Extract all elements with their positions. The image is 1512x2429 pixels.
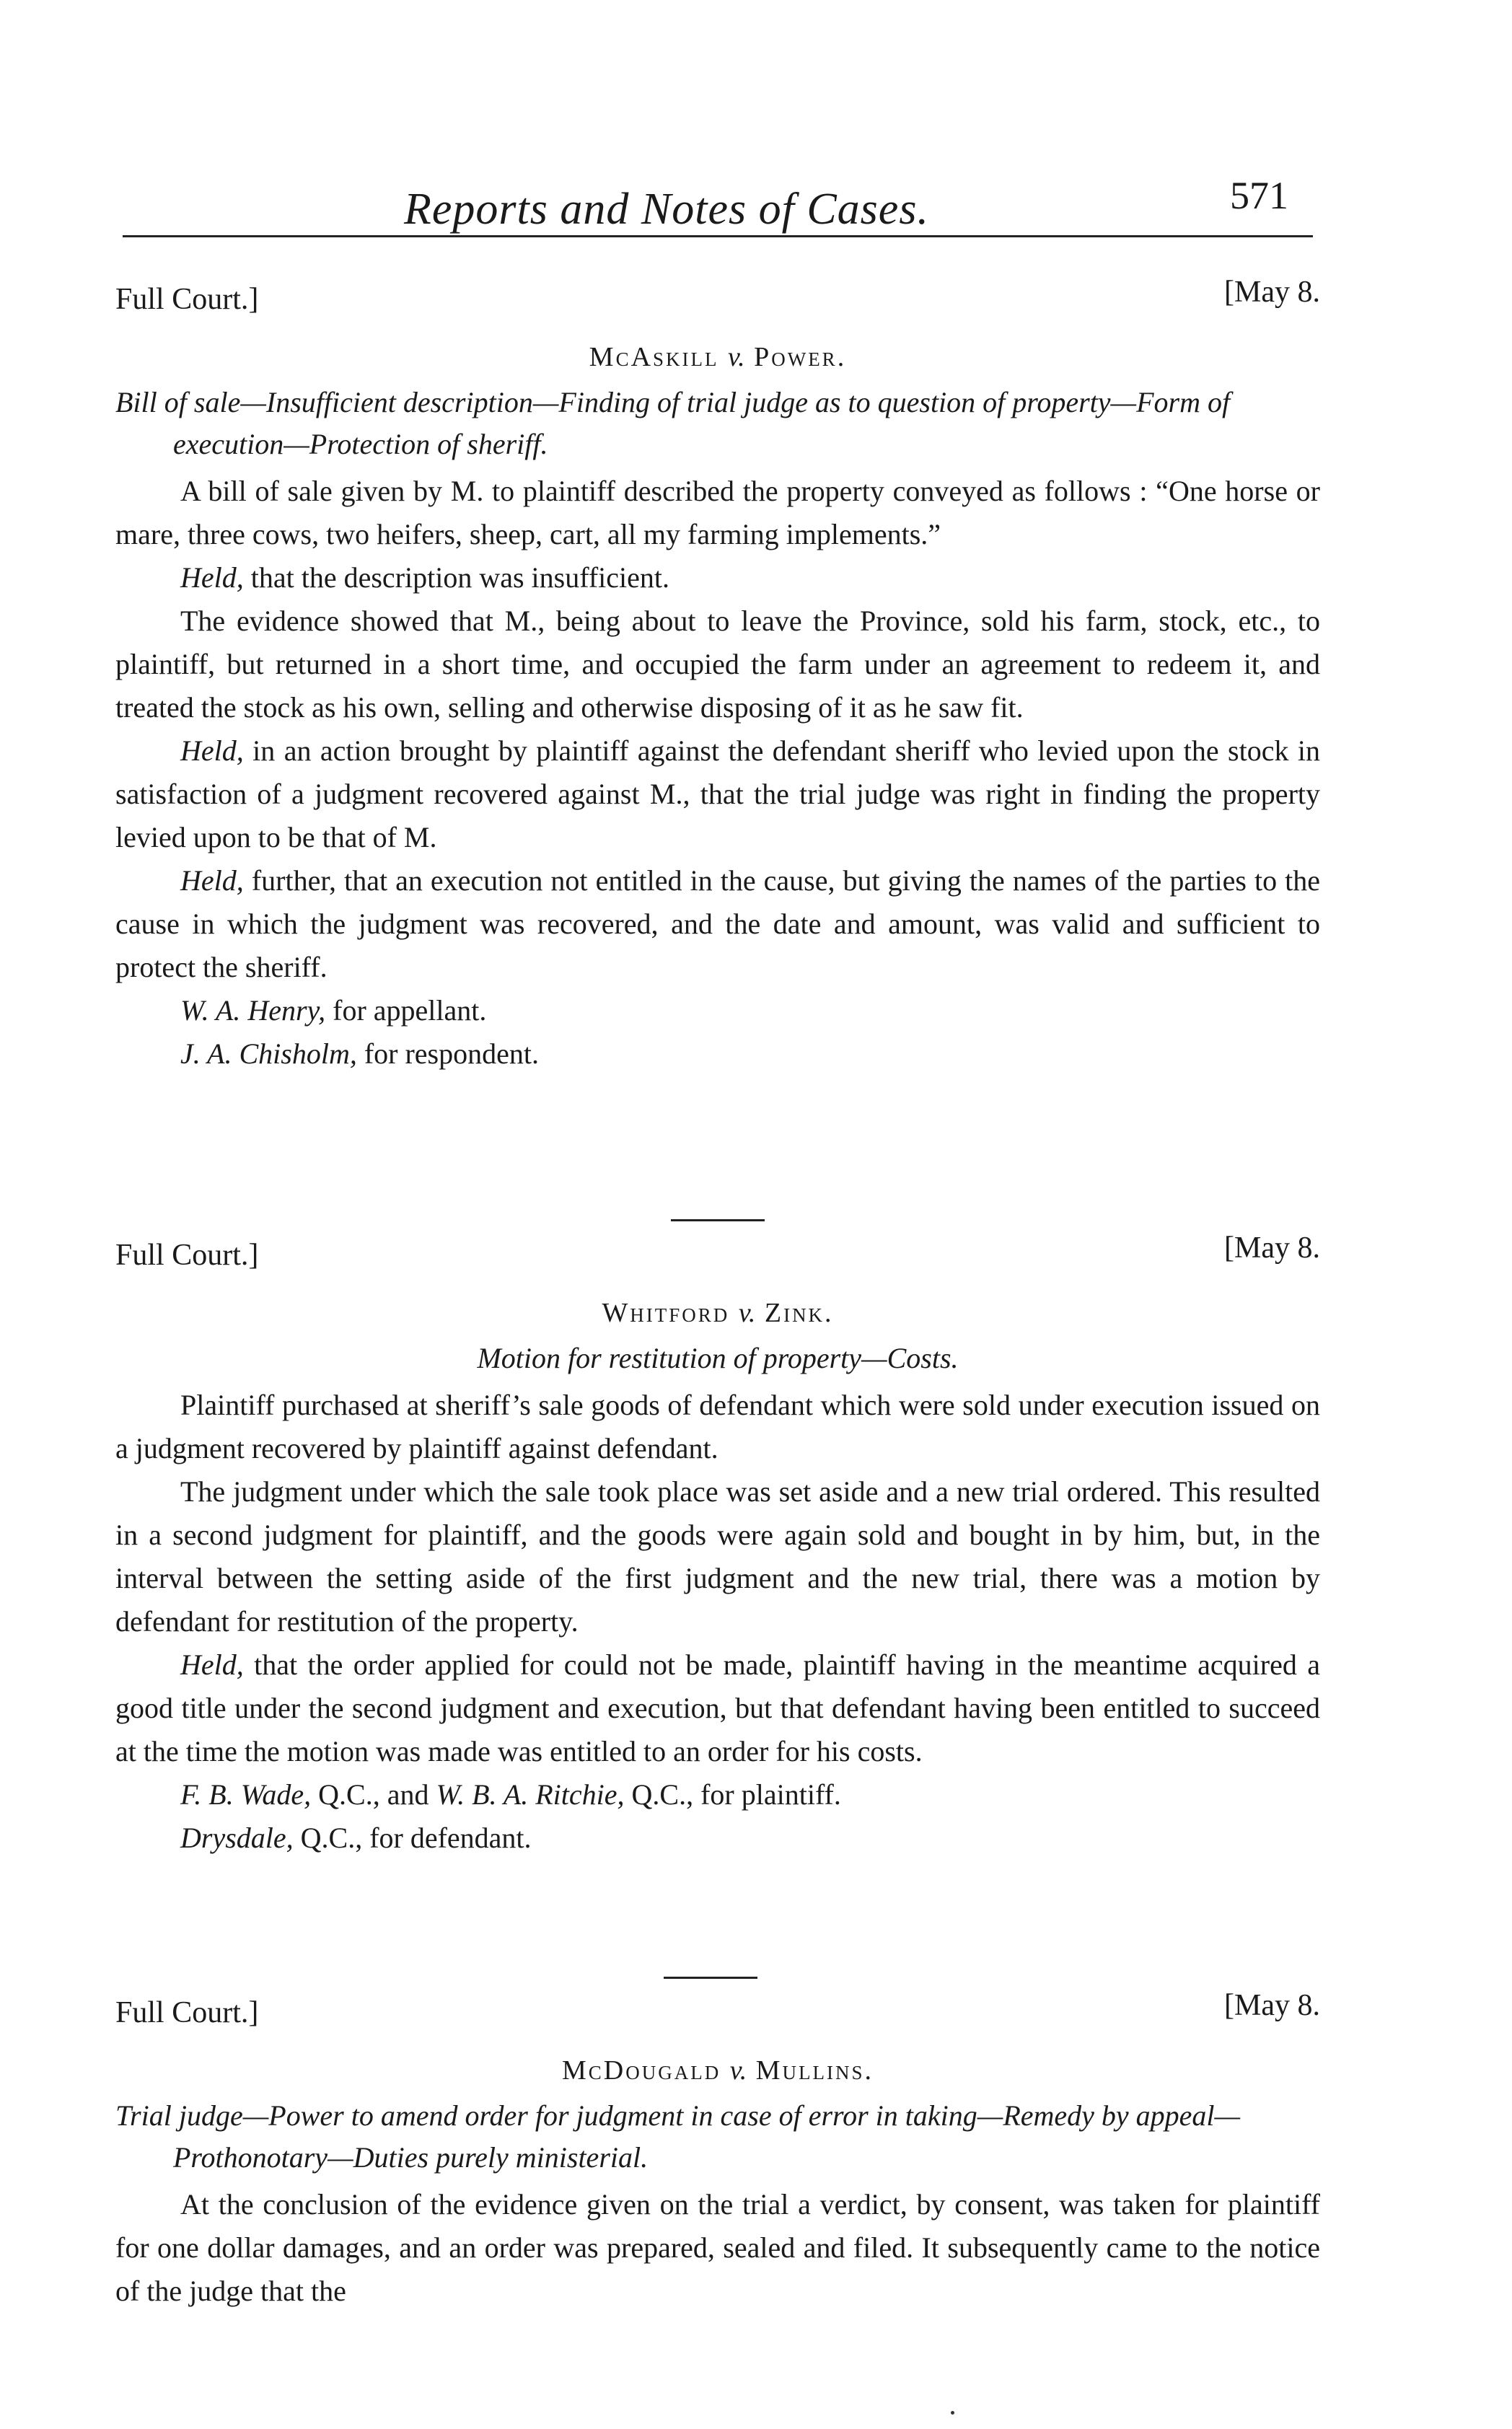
page-number: 571	[1230, 174, 1288, 217]
header-rule	[123, 235, 1313, 237]
held-text: that the description was insufficient.	[250, 561, 669, 594]
scan-speck	[951, 2411, 954, 2415]
case-title	[115, 2049, 1320, 2092]
defendant-name: Zink.	[764, 1298, 834, 1328]
defendant-name: Power.	[754, 342, 847, 372]
case-head	[115, 278, 1320, 335]
held-text: that the order applied for could not be made, plaintiff having in the meantime acquired a good title under the second judgment and execution, but that defendant having been entitled to succeed at the time the motion was made was entitled to an order for his costs.	[115, 1648, 1321, 1767]
counsel-role: Q.C., for plaintiff.	[624, 1778, 841, 1811]
versus: v.	[729, 2055, 747, 2086]
versus: v.	[738, 1298, 756, 1328]
held-word: Held,	[180, 561, 244, 594]
case-title	[115, 1291, 1320, 1335]
running-title: Reports and Notes of Cases.	[404, 185, 929, 234]
paragraph: The judgment under which the sale took place was set aside and a new trial ordered. This resulted in a second judgment for plaintiff, and the goods were again sold and bought in by him, but, in the interval between the setting aside of the first judgment and the new trial, there was a motion by defendant for restitution of the property.	[115, 1475, 1320, 1638]
held-paragraph	[115, 859, 1320, 989]
case-divider	[671, 1219, 765, 1221]
held-text: further, that an execution not entitled in the cause, but giving the names of the parties to the cause in which the judgment was recovered, and the date and amount, was valid and sufficient to protect the sheriff.	[115, 864, 1321, 983]
paragraph: A bill of sale given by M. to plaintiff described the property conveyed as follows : “One horse or mare, three cows, two heifers, sheep, cart, all my farming implements.”	[115, 475, 1320, 550]
held-word: Held,	[180, 864, 244, 897]
held-word: Held,	[180, 1648, 244, 1681]
case-divider	[664, 1977, 757, 1979]
held-paragraph	[115, 556, 1320, 599]
court-label: Full Court.]	[115, 1996, 259, 2029]
plaintiff-name: McDougald	[561, 2055, 721, 2086]
case-date: [May 8.	[1224, 1989, 1320, 2022]
headnote: Trial judge—Power to amend order for judgment in case of error in taking—Remedy by appeal—Prothonotary—Duties purely ministerial.	[115, 2099, 1241, 2174]
counsel-line	[115, 1032, 1320, 1076]
paragraph: Plaintiff purchased at sheriff’s sale goods of defendant which were sold under execution issued on a judgment recovered by plaintiff against defendant.	[115, 1389, 1320, 1464]
case-mcdougald-v-mullins	[115, 1991, 1320, 2313]
held-word: Held,	[180, 734, 244, 767]
held-text: in an action brought by plaintiff against the defendant sheriff who levied upon the stock in satisfaction of a judgment recovered against M., that the trial judge was right in finding the property levied upon to be that of M.	[115, 734, 1320, 853]
case-mcaskill-v-power	[115, 278, 1320, 1076]
case-whitford-v-zink	[115, 1231, 1321, 1860]
counsel-name: W. A. Henry,	[180, 994, 326, 1027]
court-label: Full Court.]	[115, 1239, 259, 1272]
case-title	[115, 335, 1320, 379]
counsel-connector: Q.C., and	[311, 1778, 436, 1811]
counsel-name: W. B. A. Ritchie,	[436, 1778, 625, 1811]
paragraph: The evidence showed that M., being about to leave the Province, sold his farm, stock, etc., to plaintiff, but returned in a short time, and occupied the farm under an agreement to redeem it, and treated the stock as his own, selling and otherwise disposing of it as he saw fit.	[115, 605, 1320, 724]
plaintiff-name: McAskill	[589, 342, 719, 372]
paragraph: At the conclusion of the evidence given on the trial a verdict, by consent, was taken for plaintiff for one dollar damages, and an order was prepared, sealed and filed. It subsequently came to the notice of the judge that the	[115, 2188, 1320, 2307]
plaintiff-name: Whitford	[602, 1298, 730, 1328]
case-date: [May 8.	[1224, 1231, 1320, 1265]
versus: v.	[728, 342, 745, 372]
case-date: [May 8.	[1224, 276, 1320, 309]
counsel-role: for respondent.	[356, 1037, 539, 1070]
headnote: Motion for restitution of property—Costs.	[477, 1342, 959, 1374]
case-head	[115, 1231, 1320, 1291]
counsel-name: Drysdale,	[180, 1822, 294, 1854]
headnote: Bill of sale—Insufficient description—Finding of trial judge as to question of property—Form of execution—Protection of sheriff.	[115, 386, 1231, 460]
counsel-role: Q.C., for defendant.	[293, 1822, 532, 1854]
counsel-line	[115, 1773, 1320, 1817]
counsel-name: J. A. Chisholm,	[180, 1037, 357, 1070]
held-paragraph	[115, 1643, 1320, 1773]
held-paragraph	[115, 729, 1320, 859]
court-label: Full Court.]	[115, 283, 259, 316]
case-head	[115, 1991, 1320, 2049]
counsel-line	[115, 989, 1320, 1032]
counsel-line	[115, 1817, 1320, 1860]
counsel-name: F. B. Wade,	[180, 1778, 312, 1811]
counsel-role: for appellant.	[325, 994, 487, 1027]
defendant-name: Mullins.	[755, 2055, 874, 2086]
